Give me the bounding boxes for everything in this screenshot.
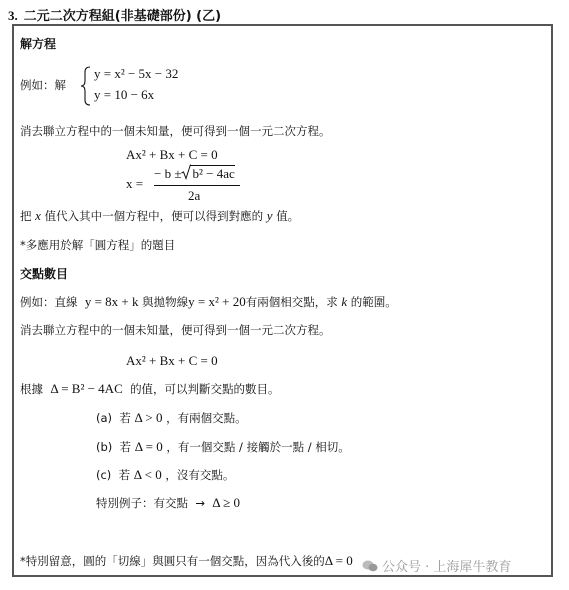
- substitute-var-x: x: [35, 208, 41, 223]
- k-variable: k: [341, 294, 348, 309]
- quadratic-equation-2: Ax² + Bx + C = 0: [126, 353, 218, 368]
- substitute-mid: 值代入其中一個方程中，便可以得到對應的: [44, 209, 264, 223]
- eliminate-text-2: 消去聯立方程中的一個未知量，便可得到一個一元二次方程。: [20, 323, 331, 337]
- line-equation: y = 8x + k: [84, 294, 139, 309]
- fraction-bar: [154, 185, 240, 186]
- heading-title: 二元二次方程組(非基礎部份) (乙): [23, 9, 222, 24]
- tangent-note-text: *特別留意，圓的「切線」與圓只有一個交點，因為代入後的: [20, 554, 325, 568]
- example2-pre: 例如：直線: [20, 295, 78, 309]
- substitute-pre: 把: [20, 209, 32, 223]
- case-b: [96, 439, 350, 455]
- example2-mid: 與拋物線: [142, 295, 189, 309]
- according-post: 的值，可以判斷交點的數目。: [130, 382, 280, 396]
- case-a-post: ，有兩個交點。: [166, 411, 247, 425]
- square-root: [181, 166, 234, 182]
- case-c: [96, 467, 234, 483]
- example-label: 例如：解: [20, 78, 66, 92]
- right-arrow-icon: →: [195, 496, 205, 510]
- system-equation-1: y = x² − 5x − 32: [94, 66, 179, 81]
- case-c-condition: Δ < 0: [133, 467, 162, 482]
- radical-icon: [181, 164, 191, 180]
- section-title-intersections: 交點數目: [20, 267, 69, 281]
- special-pre: 特別例子：有交點: [96, 496, 188, 510]
- substitute-post: 值。: [276, 209, 300, 223]
- example-intersections: [20, 294, 397, 310]
- example2-post: 有兩個相交點，求: [245, 295, 338, 309]
- heading-number: 3.: [8, 8, 18, 23]
- tangent-note: [20, 553, 353, 569]
- formula-numerator-pre: − b ±: [154, 166, 182, 181]
- case-b-pre: 若: [119, 440, 132, 454]
- discriminant-formula: Δ = B² − 4AC: [50, 381, 123, 396]
- example2-end: 的範圍。: [350, 295, 397, 309]
- eliminate-text-1: 消去聯立方程中的一個未知量，便可得到一個一元二次方程。: [20, 124, 331, 138]
- case-c-pre: 若: [118, 468, 131, 482]
- case-a-pre: 若: [119, 411, 131, 425]
- case-b-condition: Δ = 0: [134, 439, 163, 454]
- circle-note: *多應用於解「圓方程」的題目: [20, 238, 176, 252]
- formula-radicand: b² − 4ac: [192, 166, 235, 181]
- content-box: [12, 24, 553, 577]
- watermark: [362, 556, 511, 575]
- wechat-icon: [362, 560, 378, 572]
- special-condition: Δ ≥ 0: [212, 495, 241, 510]
- system-equation-2: y = 10 − 6x: [94, 87, 155, 102]
- formula-lhs: x =: [126, 176, 144, 191]
- quadratic-equation-1: Ax² + Bx + C = 0: [126, 147, 218, 162]
- special-case: [96, 495, 240, 511]
- case-c-label: (c): [96, 468, 112, 482]
- according-pre: 根據: [20, 382, 43, 396]
- watermark-text: 公众号 · 上海犀牛教育: [382, 560, 512, 575]
- substitute-var-y: y: [266, 208, 273, 223]
- case-a-label: (a): [96, 411, 113, 425]
- case-a-condition: Δ > 0: [134, 410, 163, 425]
- case-a: [96, 410, 247, 426]
- case-c-post: ，沒有交點。: [165, 468, 235, 482]
- tangent-note-condition: Δ = 0: [324, 553, 353, 568]
- case-b-label: (b): [96, 440, 113, 454]
- formula-denominator: 2a: [188, 188, 201, 203]
- discriminant-text: [20, 381, 280, 397]
- section-title-solve: 解方程: [20, 37, 57, 51]
- section-heading: [8, 5, 221, 24]
- parabola-equation: y = x² + 20: [188, 294, 246, 309]
- left-brace-icon: [80, 66, 92, 106]
- formula-numerator: [154, 166, 235, 182]
- substitute-text: [20, 208, 299, 224]
- case-b-post: ，有一個交點 / 接觸於一點 / 相切。: [166, 440, 350, 454]
